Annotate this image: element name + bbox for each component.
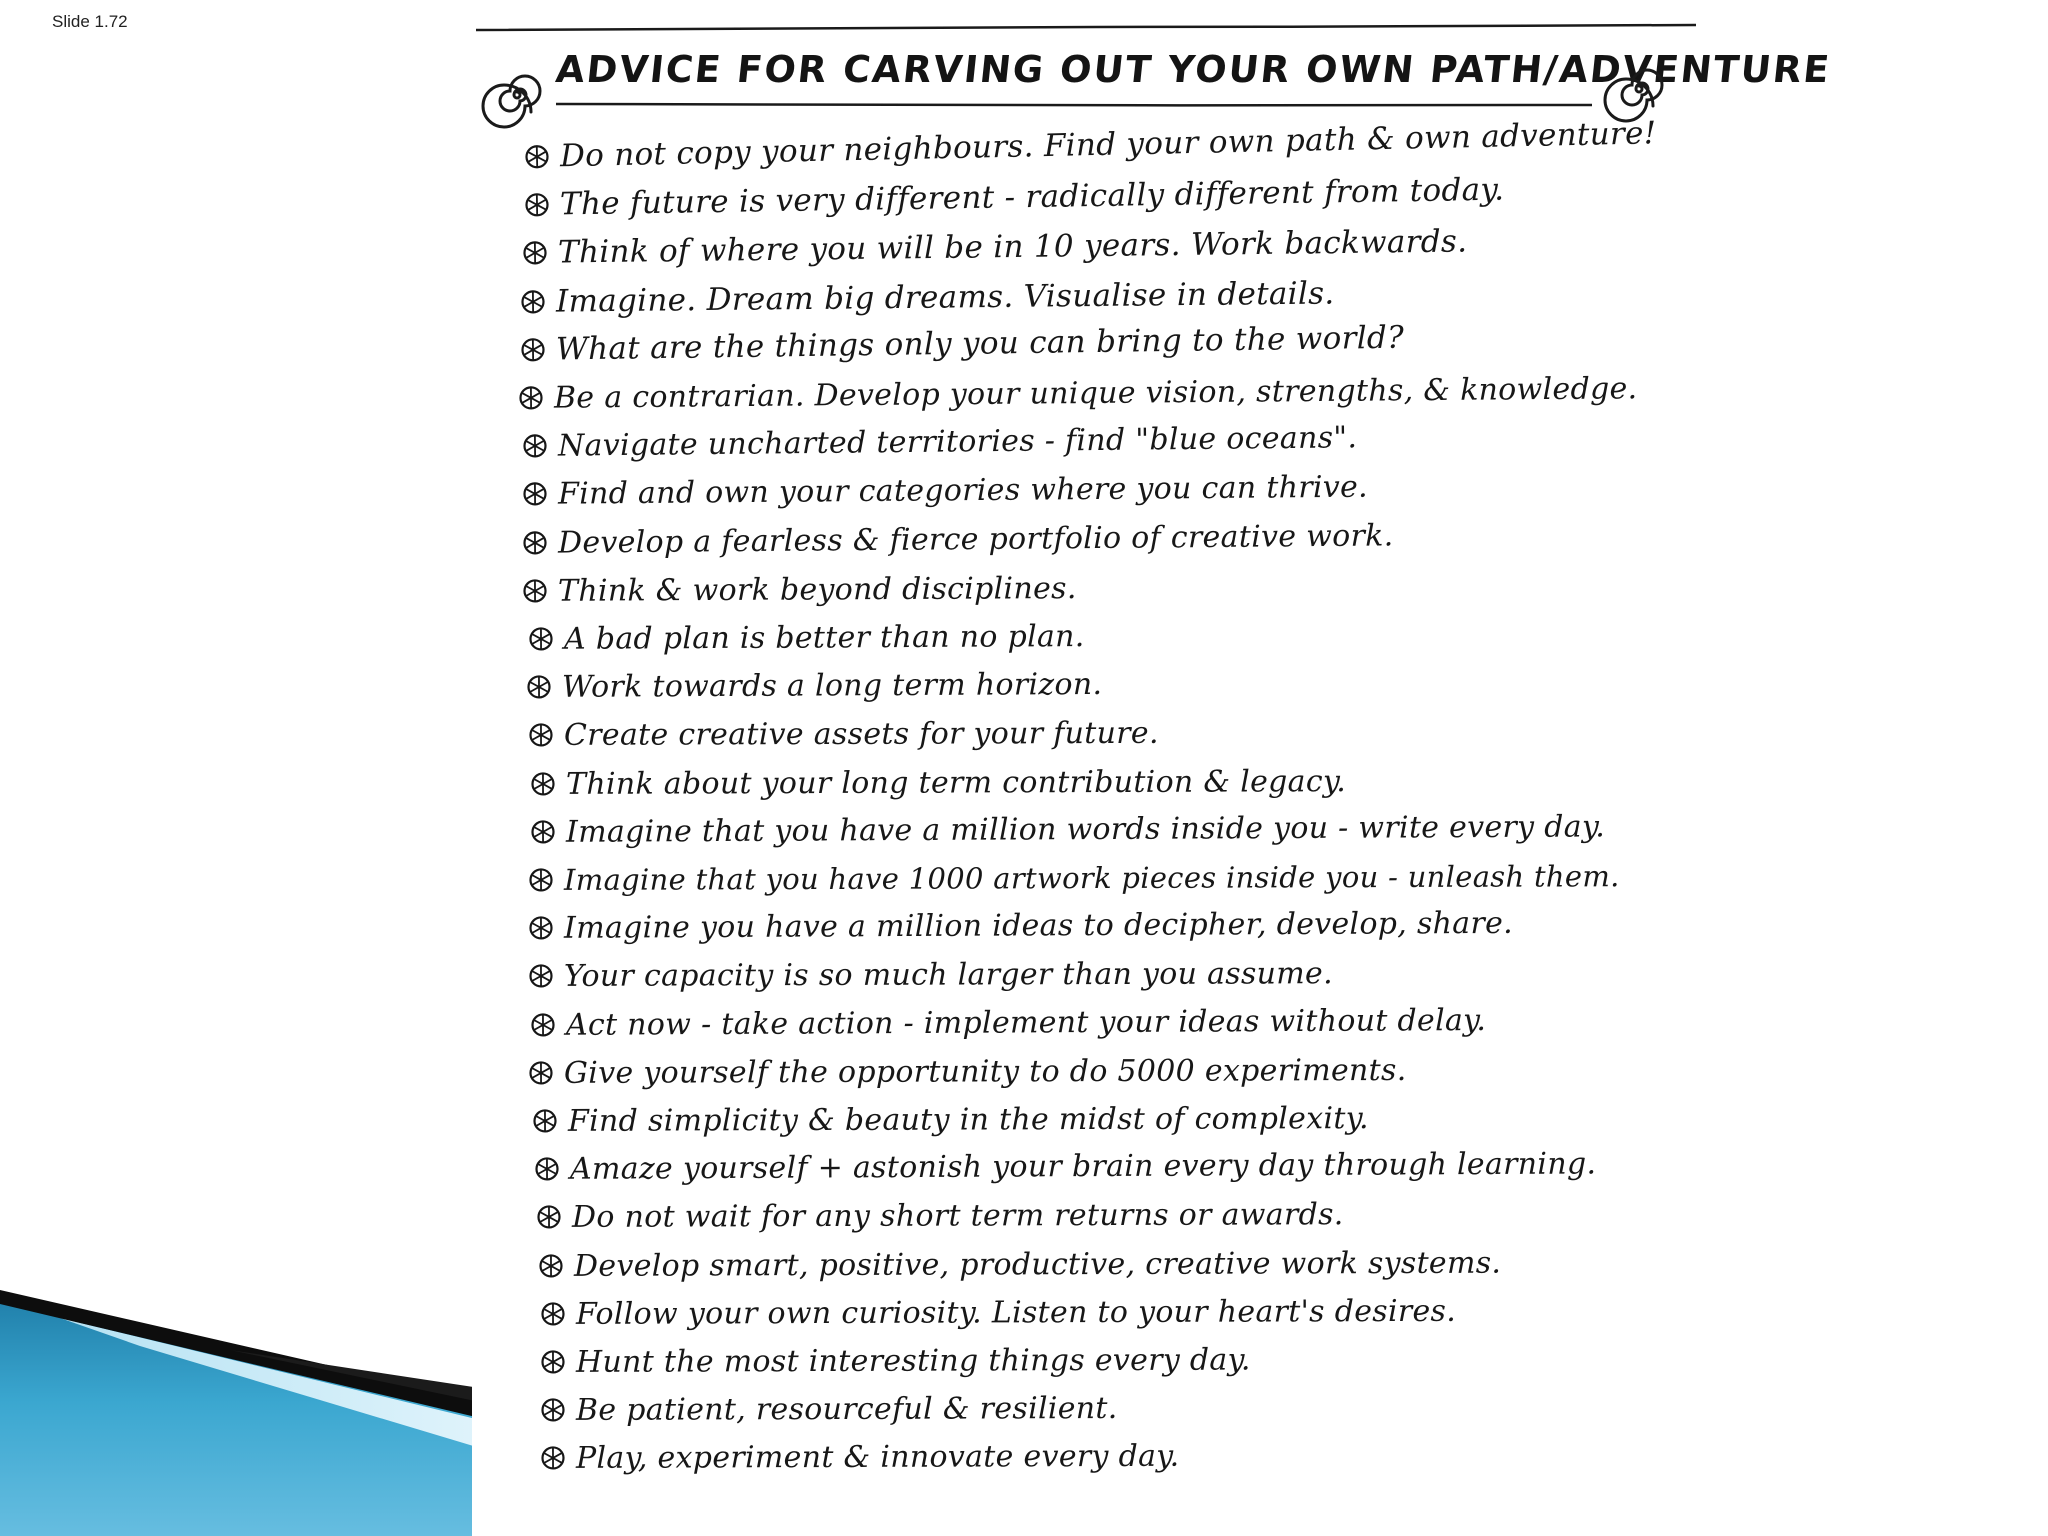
- asterisk-circle-icon: [530, 819, 556, 845]
- asterisk-circle-icon: [536, 1204, 562, 1230]
- slide-corner-decoration: [0, 1270, 480, 1536]
- asterisk-circle-icon: [540, 1349, 566, 1375]
- advice-item: [540, 1337, 1251, 1385]
- advice-item: [518, 365, 1638, 421]
- advice-item: [528, 853, 1620, 903]
- advice-item-text: Act now - take action - implement your ideas without delay.: [565, 1002, 1487, 1042]
- asterisk-circle-icon: [540, 1445, 566, 1471]
- advice-item: [538, 1239, 1501, 1288]
- advice-item-text: Create creative assets for your future.: [563, 715, 1159, 753]
- asterisk-circle-icon: [526, 674, 552, 700]
- advice-item-text: Do not wait for any short term returns or awards.: [571, 1197, 1344, 1235]
- advice-item-text: Follow your own curiosity. Listen to your heart's desires.: [575, 1293, 1457, 1332]
- advice-item-text: What are the things only you can bring to the world?: [555, 319, 1405, 368]
- asterisk-circle-icon: [528, 867, 554, 893]
- asterisk-circle-icon: [520, 288, 546, 314]
- asterisk-circle-icon: [530, 771, 556, 797]
- top-rule-line: [476, 24, 1696, 32]
- asterisk-circle-icon: [528, 626, 554, 652]
- asterisk-circle-icon: [528, 915, 554, 941]
- advice-item-text: Think about your long term contribution & legacy.: [565, 763, 1347, 801]
- asterisk-circle-icon: [528, 963, 554, 989]
- asterisk-circle-icon: [538, 1253, 564, 1279]
- asterisk-circle-icon: [530, 1011, 556, 1037]
- note-title: ADVICE FOR CARVING OUT YOUR OWN PATH/ADVENTURE: [553, 48, 1833, 91]
- advice-item-text: Find simplicity & beauty in the midst of complexity.: [567, 1100, 1369, 1139]
- spiral-icon: [484, 62, 550, 128]
- advice-item: [522, 464, 1368, 517]
- advice-item: [536, 1192, 1344, 1241]
- advice-item: [522, 414, 1358, 469]
- asterisk-circle-icon: [522, 529, 548, 555]
- note-header: [472, 38, 1833, 118]
- asterisk-circle-icon: [522, 240, 548, 266]
- advice-item: [528, 1047, 1407, 1096]
- asterisk-circle-icon: [522, 578, 548, 604]
- advice-item-text: Amaze yourself + astonish your brain every day through learning.: [569, 1146, 1597, 1187]
- asterisk-circle-icon: [522, 433, 548, 459]
- advice-item-text: Hunt the most interesting things every day.: [575, 1342, 1251, 1380]
- advice-item-text: Develop smart, positive, productive, creative work systems.: [573, 1244, 1502, 1283]
- asterisk-circle-icon: [520, 336, 546, 362]
- asterisk-circle-icon: [522, 481, 548, 507]
- advice-item: [530, 803, 1605, 855]
- advice-item-text: Develop a fearless & fierce portfolio of creative work.: [557, 517, 1394, 560]
- advice-item-text: Think & work beyond disciplines.: [557, 570, 1077, 609]
- advice-item: [530, 758, 1346, 807]
- handwritten-note: [472, 0, 1833, 1536]
- advice-item-text: Imagine you have a million ideas to decipher, develop, share.: [563, 905, 1514, 946]
- advice-item-text: Think of where you will be in 10 years. Work backwards.: [557, 223, 1468, 271]
- advice-item: [526, 661, 1103, 710]
- asterisk-circle-icon: [532, 1108, 558, 1134]
- advice-item-text: Be patient, resourceful & resilient.: [575, 1390, 1118, 1428]
- advice-item-text: Give yourself the opportunity to do 5000 experiments.: [563, 1052, 1407, 1091]
- advice-item: [522, 565, 1077, 614]
- advice-item: [540, 1433, 1180, 1481]
- asterisk-circle-icon: [518, 385, 544, 411]
- asterisk-circle-icon: [524, 143, 551, 170]
- slide-number: Slide 1.72: [52, 12, 128, 31]
- advice-item-text: Imagine. Dream big dreams. Visualise in details.: [555, 275, 1335, 320]
- advice-item-text: Navigate uncharted territories - find "blue oceans".: [557, 419, 1358, 464]
- advice-item: [534, 1141, 1596, 1193]
- advice-item: [540, 1288, 1456, 1337]
- asterisk-circle-icon: [540, 1397, 566, 1423]
- asterisk-circle-icon: [524, 192, 550, 218]
- advice-item-text: Imagine that you have 1000 artwork pieces inside you - unleash them.: [563, 859, 1620, 897]
- advice-item-text: Imagine that you have a million words inside you - write every day.: [565, 808, 1606, 850]
- asterisk-circle-icon: [528, 722, 554, 748]
- title-underline: [556, 102, 1592, 108]
- advice-item: [528, 710, 1159, 758]
- advice-item-text: Be a contrarian. Develop your unique vision, strengths, & knowledge.: [553, 370, 1638, 416]
- advice-item: [532, 1095, 1369, 1144]
- asterisk-circle-icon: [534, 1156, 560, 1182]
- advice-item: [530, 997, 1486, 1048]
- advice-item: [540, 1385, 1118, 1433]
- asterisk-circle-icon: [528, 1060, 554, 1086]
- advice-item-text: The future is very different - radically different from today.: [559, 171, 1505, 223]
- advice-item: [528, 900, 1513, 951]
- advice-item-text: Your capacity is so much larger than you assume.: [563, 956, 1333, 994]
- advice-item: [522, 512, 1394, 566]
- asterisk-circle-icon: [540, 1301, 566, 1327]
- advice-item-text: Work towards a long term horizon.: [561, 666, 1103, 705]
- advice-item-text: Find and own your categories where you can thrive.: [557, 469, 1369, 512]
- advice-item-text: A bad plan is better than no plan.: [563, 618, 1085, 657]
- advice-item: [528, 613, 1085, 662]
- advice-item-text: Do not copy your neighbours. Find your own path & own adventure!: [559, 115, 1657, 175]
- advice-item: [522, 219, 1468, 277]
- advice-item-text: Play, experiment & innovate every day.: [575, 1438, 1180, 1476]
- advice-item: [528, 951, 1333, 1000]
